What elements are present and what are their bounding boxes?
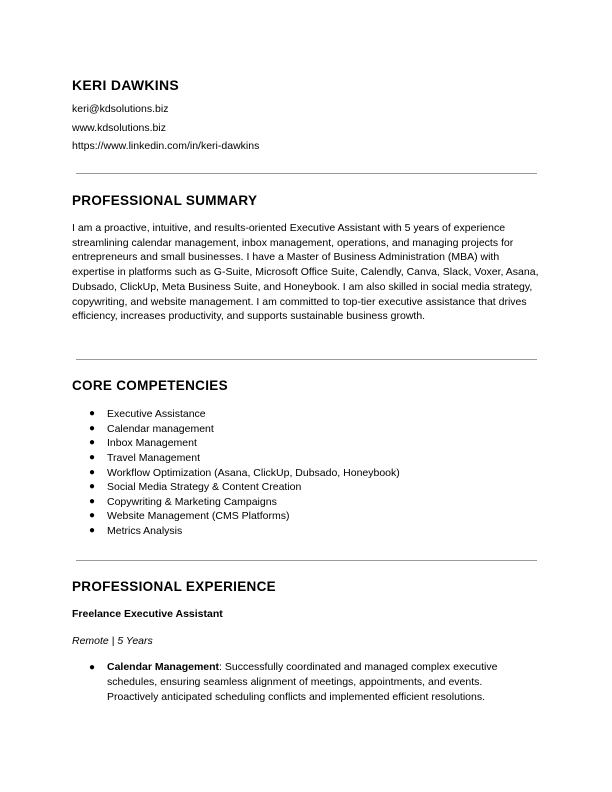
bullet-icon: ● xyxy=(89,466,96,478)
competency-label: Inbox Management xyxy=(107,437,197,450)
competency-label: Workflow Optimization (Asana, ClickUp, Dubsado, Honeybook) xyxy=(107,466,400,479)
competency-label: Metrics Analysis xyxy=(107,525,183,538)
bullet-icon: ● xyxy=(89,437,96,449)
experience-list xyxy=(72,660,532,705)
website-text: www.kdsolutions.biz xyxy=(72,122,166,134)
competencies-heading: CORE COMPETENCIES xyxy=(72,378,228,393)
competency-label: Website Management (CMS Platforms) xyxy=(107,510,290,523)
divider xyxy=(76,359,537,360)
email-text: keri@kdsolutions.biz xyxy=(72,103,169,115)
bullet-icon: ● xyxy=(89,481,96,493)
achievement-text: : Successfully coordinated and managed complex executive schedules, ensuring seamless alignment of meetings, appointments, and events. Proactively anticipated scheduling conflicts and implemented efficient resolutions. xyxy=(107,661,498,703)
competencies-list xyxy=(72,407,400,539)
job-location-duration: Remote | 5 Years xyxy=(72,635,153,647)
list-item xyxy=(72,495,400,510)
list-item xyxy=(72,480,400,495)
list-item xyxy=(72,509,400,524)
list-item xyxy=(72,407,400,422)
bullet-icon: ● xyxy=(89,510,96,522)
candidate-name: KERI DAWKINS xyxy=(72,77,180,93)
competency-label: Travel Management xyxy=(107,451,200,464)
bullet-icon: ● xyxy=(89,662,96,673)
bullet-icon: ● xyxy=(89,408,96,419)
competency-label: Executive Assistance xyxy=(107,408,206,420)
list-item xyxy=(72,466,400,481)
bullet-icon: ● xyxy=(89,525,96,537)
bullet-icon: ● xyxy=(89,495,96,507)
list-item xyxy=(72,422,400,437)
summary-paragraph: I am a proactive, intuitive, and results-oriented Executive Assistant with 5 years of experience streamlining calendar management, inbox management, operations, and managing projects for entrepreneurs and small businesses. I have a Master of Business Administration (MBA) with expertise in platforms such as G-Suite, Microsoft Office Suite, Calendly, Canva, Slack, Voxer, Asana, Dubsado, ClickUp, Meta Business Suite, and Honeybook. I am also skilled in social media strategy, copywriting, and website management. I am committed to top-tier executive assistance that drives efficiency, increases productivity, and supports sustainable business growth. xyxy=(72,222,539,323)
linkedin-text: https://www.linkedin.com/in/keri-dawkins xyxy=(72,140,260,152)
list-item xyxy=(72,451,400,466)
list-item xyxy=(72,436,400,451)
competency-label: Copywriting & Marketing Campaigns xyxy=(107,495,277,508)
job-title: Freelance Executive Assistant xyxy=(72,608,223,620)
summary-heading: PROFESSIONAL SUMMARY xyxy=(72,193,258,208)
competency-label: Calendar management xyxy=(107,422,214,435)
experience-heading: PROFESSIONAL EXPERIENCE xyxy=(72,579,276,594)
bullet-icon: ● xyxy=(89,422,96,434)
competency-label: Social Media Strategy & Content Creation xyxy=(107,481,302,494)
achievement-label: Calendar Management xyxy=(107,661,220,673)
divider xyxy=(76,560,537,561)
list-item xyxy=(72,524,400,539)
bullet-icon: ● xyxy=(89,451,96,463)
divider xyxy=(76,173,537,174)
list-item xyxy=(72,660,532,705)
